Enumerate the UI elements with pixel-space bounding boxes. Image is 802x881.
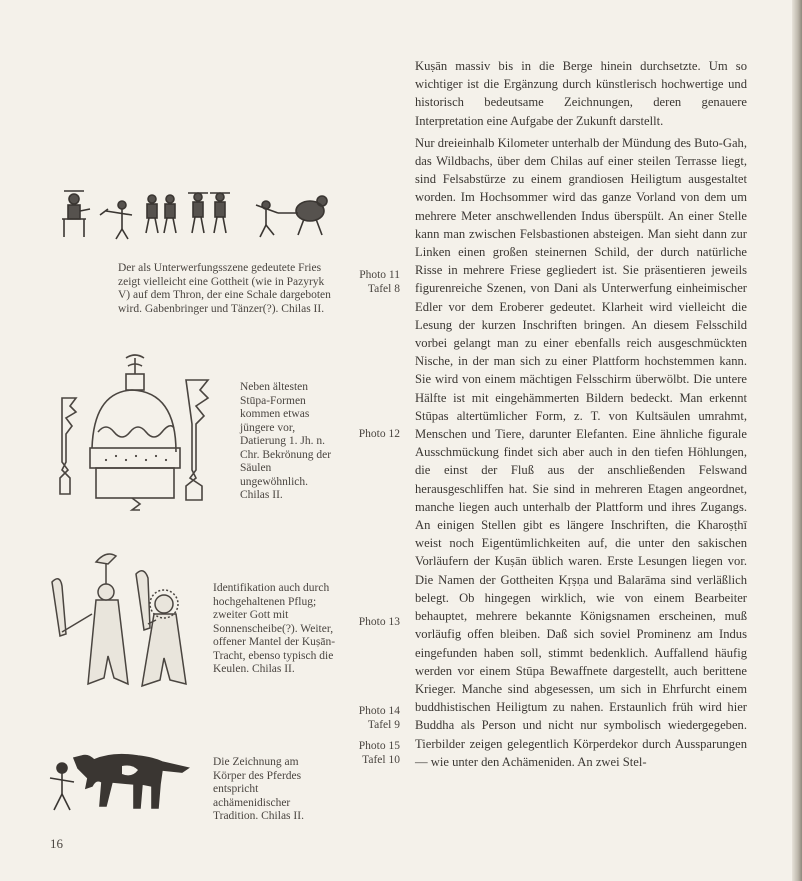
main-text-column (415, 57, 747, 771)
gods-caption: Identifikation auch durch hochgehaltenen Pflug; zweiter Gott mit Sonnenscheibe(?). Weiter, offener Mantel der Kuṣān-Tracht, ebenso typisch die Keulen. Chilas II. (213, 582, 336, 675)
margin-ref-photo12: Photo 12 (358, 428, 400, 440)
margin-ref-photo15: Photo 15 Tafel 10 (358, 740, 400, 766)
book-spine-edge (792, 0, 802, 881)
page-number: 16 (50, 836, 63, 851)
stupa-drawing (36, 352, 232, 512)
paragraph-1: Kuṣān massiv bis in die Berge hinein durchsetzte. Um so wichtiger ist die Ergänzung durch künstlerisch hochwertige und historisch bedeutsame Zeichnungen, deren genauere Interpretation eine Aufgabe der Zukunft darstellt. (415, 59, 747, 128)
margin-ref-photo11: Photo 11 Tafel 8 (359, 269, 400, 295)
horse-caption: Die Zeichnung am Körper des Pferdes entspricht achämenidischer Tradition. Chilas II. (213, 756, 304, 822)
stupa-caption: Neben ältesten Stūpa-Formen kommen etwas jüngere vor, Datierung 1. Jh. n. Chr. Bekrönung der Säulen ungewöhnlich. Chilas II. (240, 381, 332, 501)
margin-ref-photo14: Photo 14 Tafel 9 (358, 705, 400, 731)
horse-drawing (42, 738, 212, 818)
paragraph-2: Nur dreieinhalb Kilometer unterhalb der Mündung des Buto-Gah, das Wildbachs, über dem Chilas auf einer steilen Terrasse liegt, sind Felsabstürze zu einem grandiosen Heiligtum ausgestaltet worden. Im Hochsommer wird das ganze Vorland von dem um mehrere Meter anschwellenden Indus überspült. An einer Stelle kann man zwischen Felsbastionen absteigen. Man sieht dann zur Linken einen großen steinernen Schild, der durch natürliche Risse in mehrere Friese gegliedert ist. Sie präsentieren jeweils figurenreiche Szenen, von Dani als Unterwerfung einheimischer Edler vor dem Eroberer gedeutet. Klarheit wird vielleicht die Lesung der kurzen Inschriften bringen. An diesem Felsschild vorbei gelangt man zu einer ebenfalls reich ausgeschmückten Nische, in der man sich zu einer Plattform hochstemmen kann. Sie wird von einem mächtigen Felsschirm überwölbt. Die untere Hälfte ist mit eingehämmerten Bildern bedeckt. Man erkennt Stūpas altertümlicher Form, z. T. von Kultsäulen umrahmt, Menschen und Tiere, darunter Elefanten. Eine ähnliche figurale Ausschmückung findet sich aber auch in den tiefen Höhlungen, die einst der Fluß aus der anschließenden Felswand herausgeschliffen hat. Sie sind in mehreren Etagen angeordnet, manche liegen auch unterhalb der Plattform und ihres Zugangs. An einigen Stellen gibt es längere Inschriften, die Kharoṣṭhī weist noch Eigentümlichkeiten auf, die unter den sakischen Vorläufern der Kuṣān üblich waren. Erste Lesungen liegen vor. Die Namen der Gottheiten Kṛṣṇa und Balarāma sind verläßlich belegt. Ob hingegen wirklich, wie von einem Bearbeiter behauptet, mehrere bekannte Königsnamen erscheinen, muß vorläufig offen bleiben. Daß sich soviel Prominenz am Indus eingefunden haben soll, stimmt bedenklich. Auffallend häufig werden vor einem Stūpa Bewaffnete dargestellt, auch berittene Krieger. Manche sind abgesessen, um sich in Ehrfurcht einem buddhistischen Heiligtum zu nahen. Erstaunlich früh wird hier Buddha als Person und nicht nur symbolisch wiedergegeben. Tierbilder zeigen gelegentlich Körperdekor durch Aussparungen — wie unter den Achämeniden. An zwei Stel- (415, 135, 747, 769)
margin-ref-photo13: Photo 13 (358, 616, 400, 628)
gods-drawing (44, 544, 204, 694)
frieze-caption: Der als Unterwerfungsszene gedeutete Fries zeigt vielleicht eine Gottheit (wie in Pazyryk V) auf dem Thron, der eine Schale dargeboten wird. Gabenbringer und Tänzer(?). Chilas II. (118, 262, 331, 315)
frieze-drawing (60, 185, 340, 245)
